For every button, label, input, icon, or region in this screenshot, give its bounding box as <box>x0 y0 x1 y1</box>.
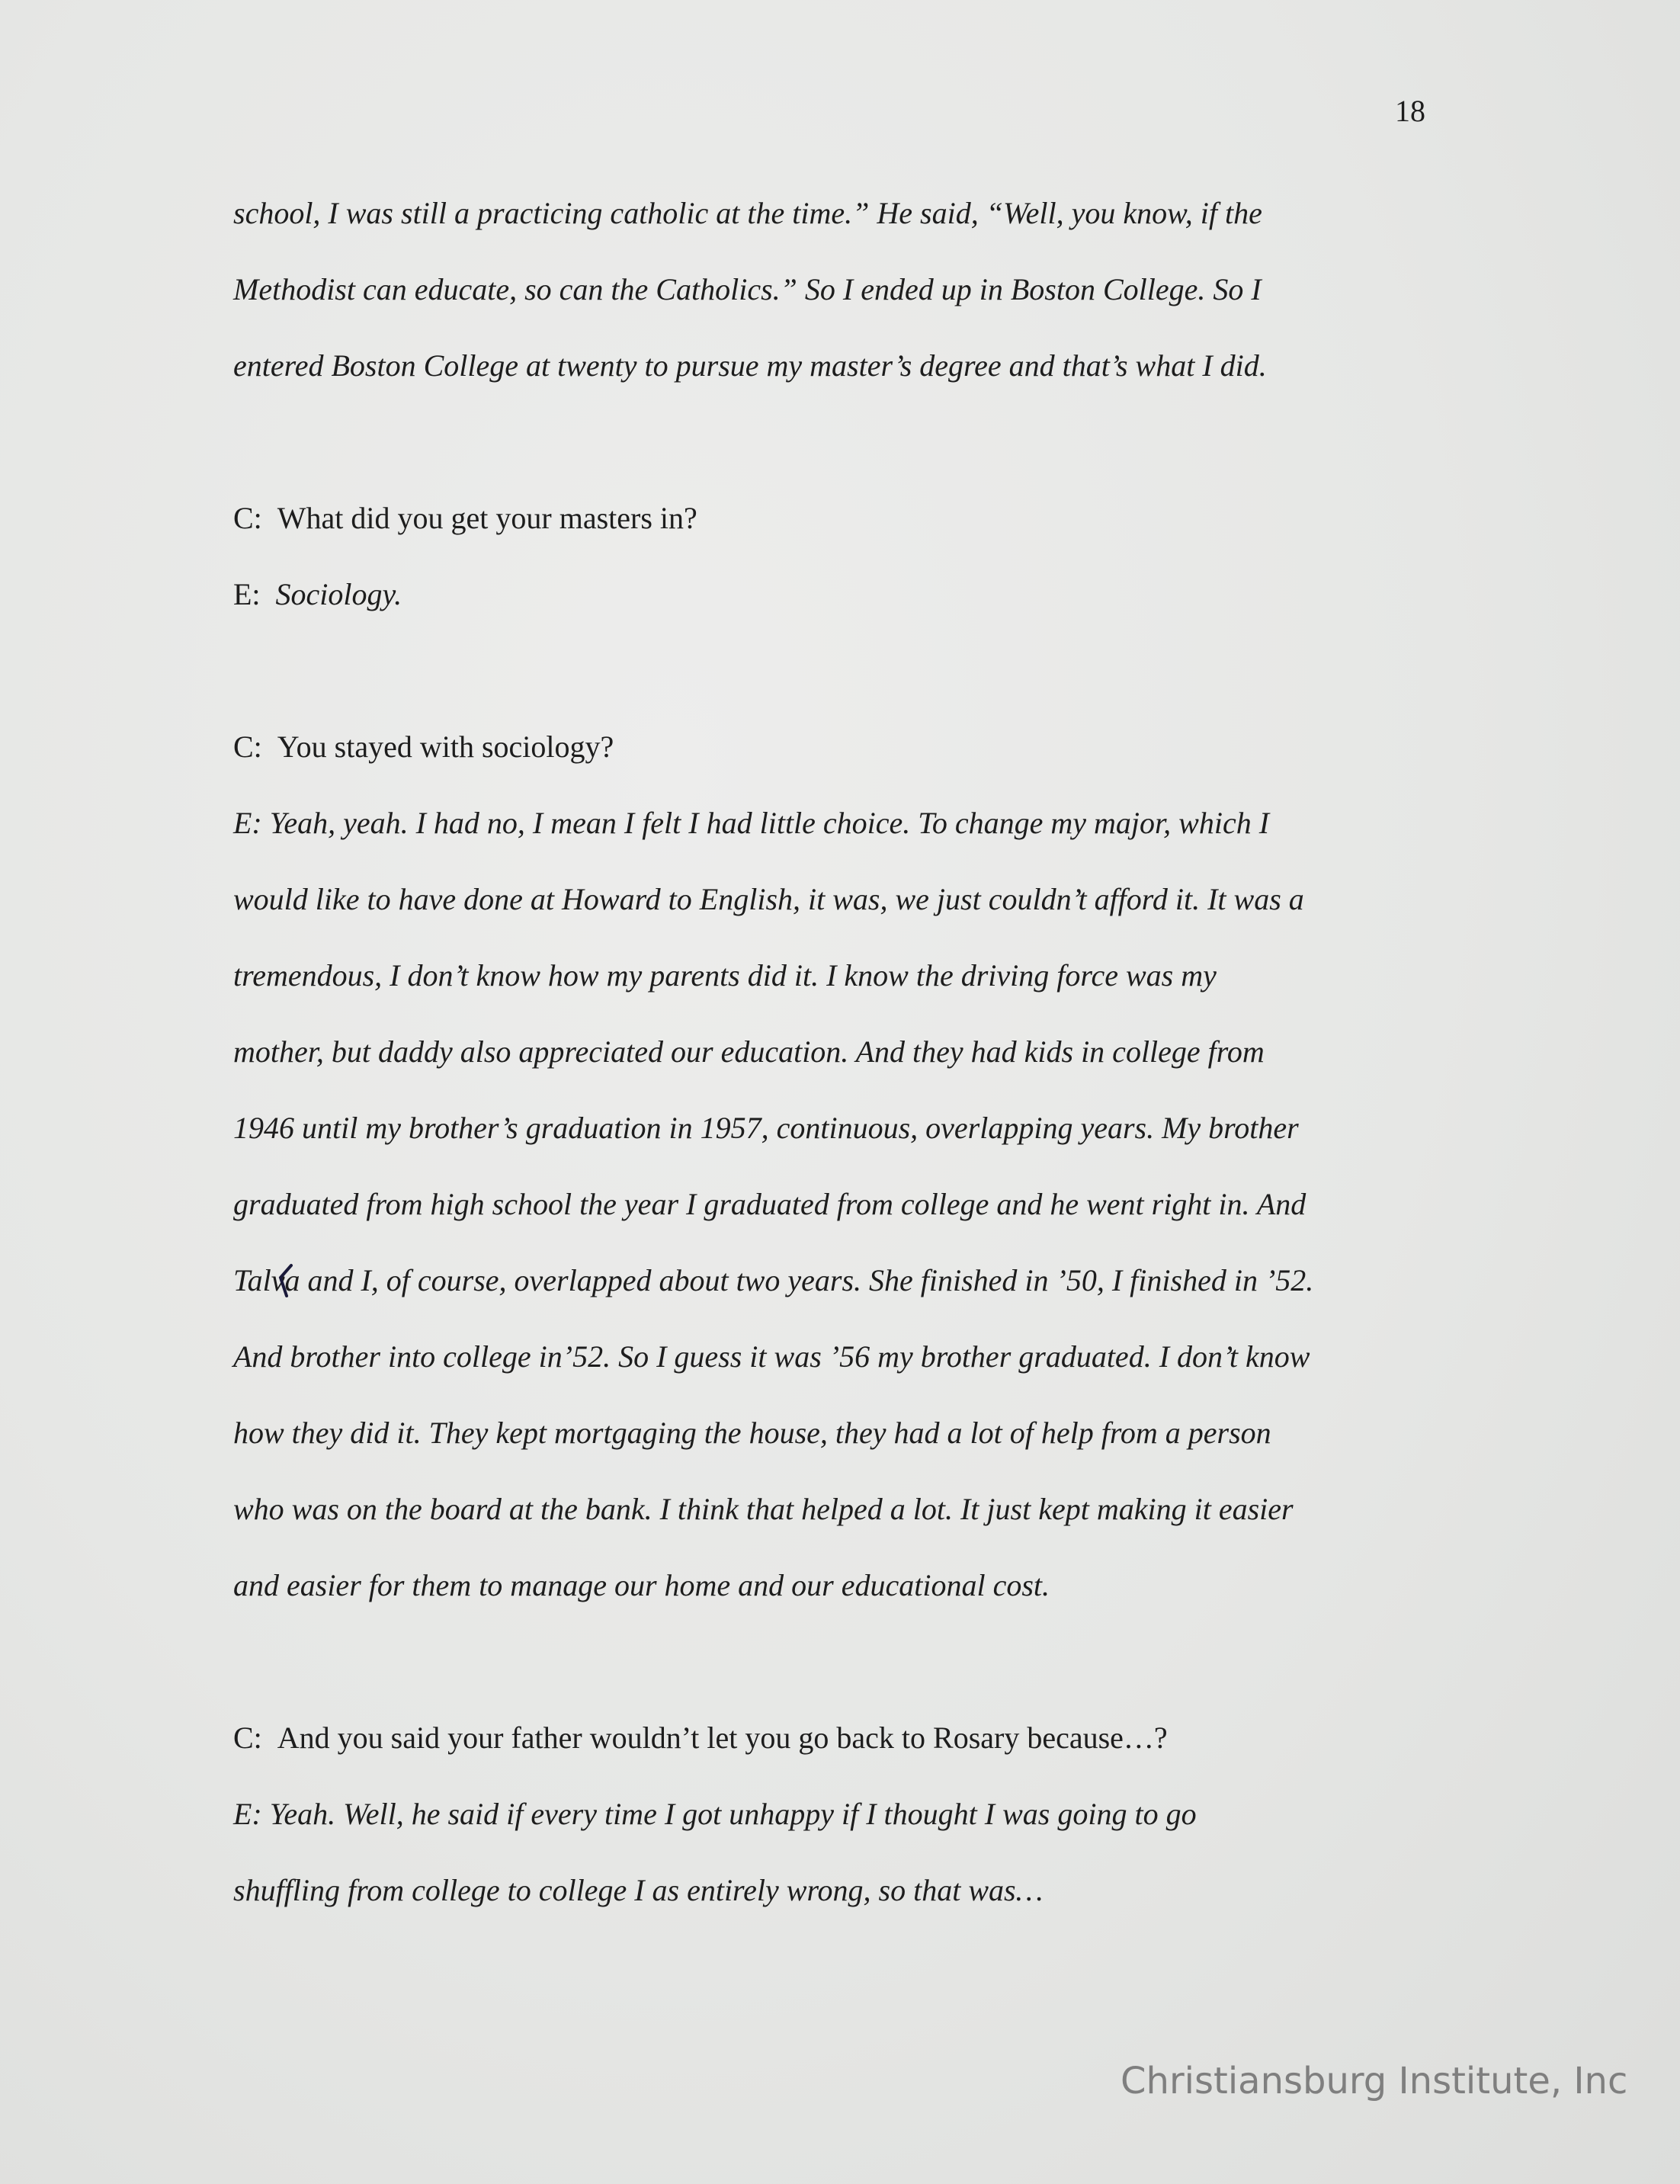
answer-line: who was on the board at the bank. I think that helped a lot. It just kept making it easier <box>233 1492 1294 1526</box>
answer-text: Sociology. <box>275 577 402 611</box>
question-line <box>233 709 1438 785</box>
answer-line: E: Yeah, yeah. I had no, I mean I felt I had little choice. To change my major, which I <box>233 806 1270 840</box>
paragraph-line: school, I was still a practicing catholic at the time.” He said, “Well, you know, if the <box>233 196 1262 230</box>
answer-line: mother, but daddy also appreciated our education. And they had kids in college from <box>233 1034 1265 1069</box>
spacer <box>233 404 1438 480</box>
speaker-label: C: <box>233 1721 262 1755</box>
answer-line: would like to have done at Howard to English, it was, we just couldn’t afford it. It was a <box>233 882 1304 916</box>
answer-line: And brother into college in’52. So I guess it was ’56 my brother graduated. I don’t know <box>233 1339 1310 1374</box>
answer-line: graduated from high school the year I graduated from college and he went right in. And <box>233 1187 1306 1221</box>
question-text: What did you get your masters in? <box>277 501 697 535</box>
transcript-body <box>233 175 1438 1929</box>
paragraph-line: entered Boston College at twenty to pursue my master’s degree and that’s what I did. <box>233 348 1267 383</box>
answer-line: and easier for them to manage our home and our educational cost. <box>233 1568 1050 1602</box>
speaker-label: C: <box>233 501 262 535</box>
answer-line: tremendous, I don’t know how my parents did it. I know the driving force was my <box>233 958 1217 993</box>
page-number: 18 <box>1395 94 1425 128</box>
answer-line: how they did it. They kept mortgaging the house, they had a lot of help from a person <box>233 1416 1271 1450</box>
spacer <box>233 1624 1438 1700</box>
answer-line: shuffling from college to college I as entirely wrong, so that was… <box>233 1873 1044 1907</box>
speaker-label: C: <box>233 730 262 764</box>
question-line <box>233 1700 1438 1776</box>
answer-line: Talva and I, of course, overlapped about two years. She finished in ’50, I finished in ’52. <box>233 1263 1314 1297</box>
speaker-label: E: <box>233 577 261 611</box>
paragraph-line: Methodist can educate, so can the Catholics.” So I ended up in Boston College. So I <box>233 272 1262 306</box>
handwritten-correction-mark <box>276 1262 299 1305</box>
answer-line: E: Yeah. Well, he said if every time I got unhappy if I thought I was going to go <box>233 1797 1197 1831</box>
spacer <box>233 633 1438 709</box>
watermark: Christiansburg Institute, Inc <box>1121 2060 1628 2102</box>
question-line <box>233 480 1438 556</box>
question-text: You stayed with sociology? <box>277 730 614 764</box>
question-text: And you said your father wouldn’t let you go back to Rosary because…? <box>277 1721 1168 1755</box>
answer-line: 1946 until my brother’s graduation in 1957, continuous, overlapping years. My brother <box>233 1111 1299 1145</box>
answer-line <box>233 556 1438 633</box>
